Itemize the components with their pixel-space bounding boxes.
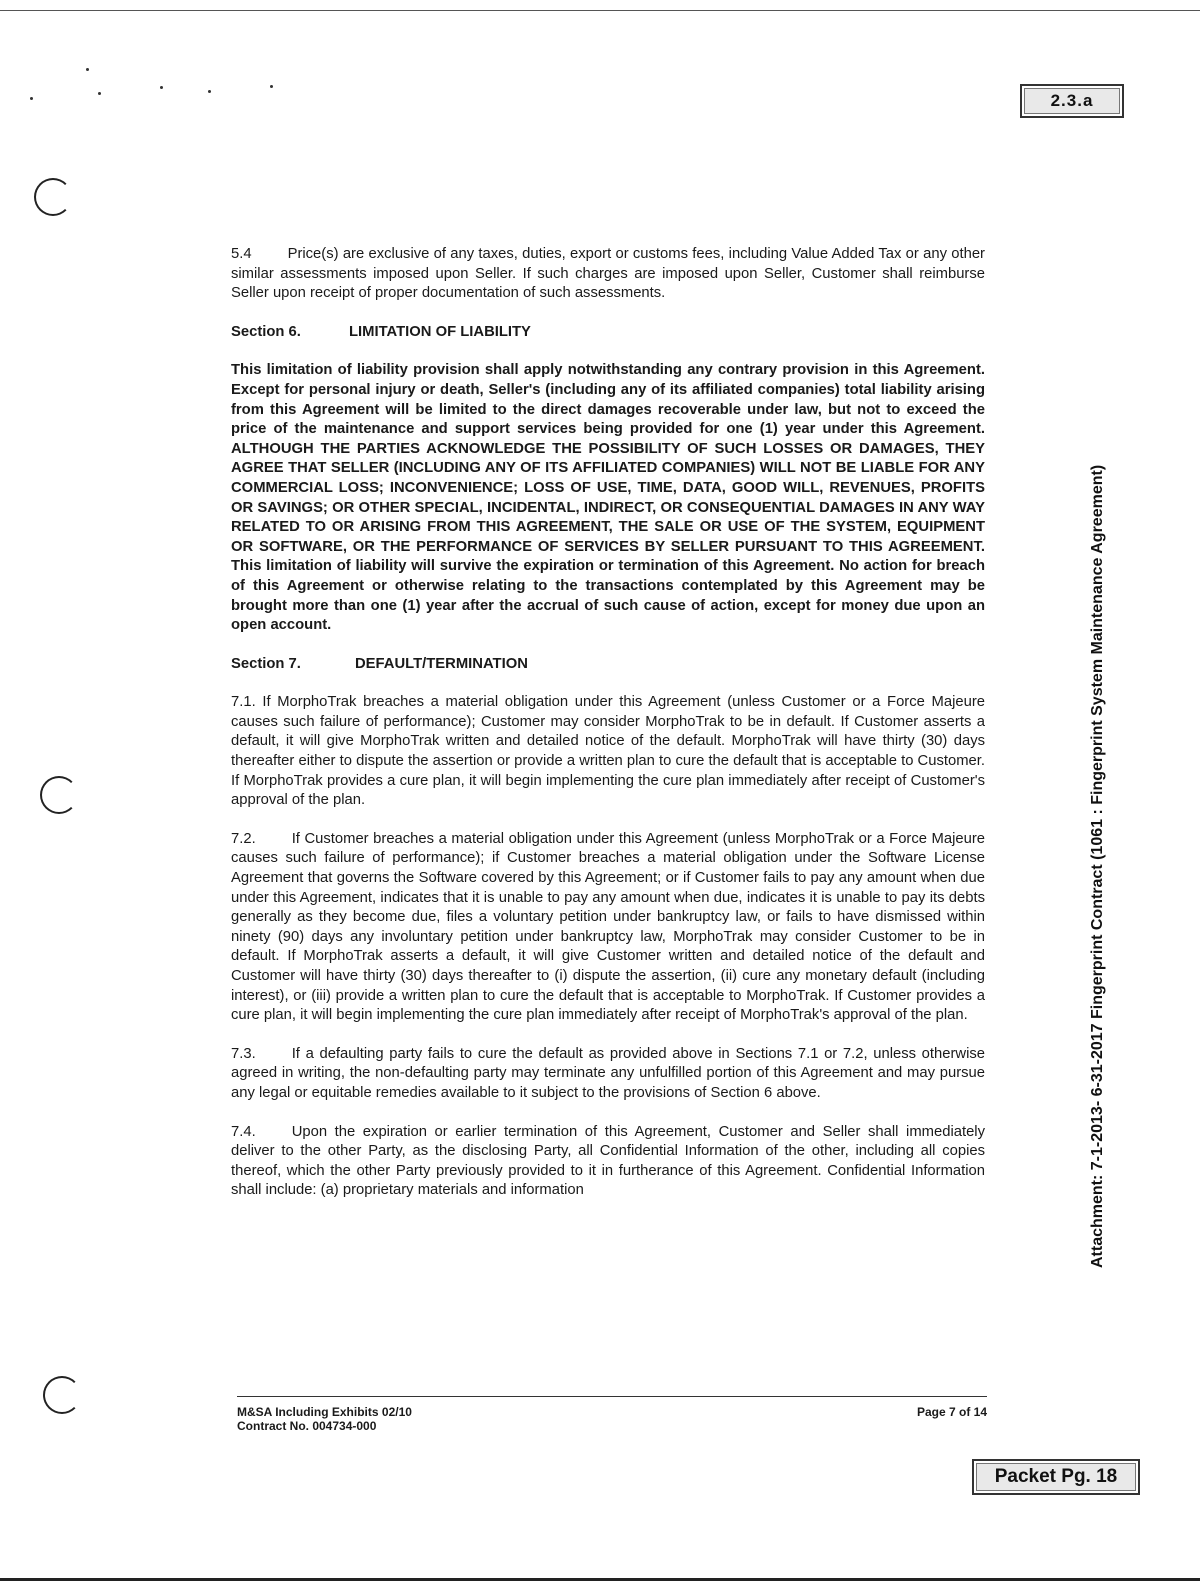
top-rule <box>0 10 1200 11</box>
paragraph-number: 5.4 <box>231 246 252 262</box>
footer-doc-name: M&SA Including Exhibits 02/10 <box>237 1405 412 1419</box>
paragraph-7-1 <box>231 693 985 811</box>
scan-speck <box>160 86 163 89</box>
document-body <box>231 245 985 1201</box>
section-6-heading <box>231 323 985 343</box>
paragraph-number: 7.2. <box>231 830 256 847</box>
footer-page-number: Page 7 of 14 <box>916 1405 987 1419</box>
attachment-side-label: Attachment: 7-1-2013- 6-31-2017 Fingerprint Contract (1061 : Fingerprint System Maintenance Agreement) <box>1089 464 1106 1268</box>
scan-speck <box>86 68 89 71</box>
punch-hole-icon <box>43 1376 81 1414</box>
item-stamp: 2.3.a <box>1020 84 1124 118</box>
paragraph-text: If Customer breaches a material obligation under this Agreement (unless MorphoTrak or a Force Majeure causes such failure of performance); if Customer breaches a material obligation under the Software License Agreement that governs the Software covered by this Agreement; or if Customer fails to pay any amount when due under this Agreement, indicates that it is unable to pay any amount when due, indicates it is unable to pay its debts generally as they become due, files a voluntary petition under bankruptcy law, or fails to have dismissed within ninety (90) days any involuntary petition under bankruptcy law, MorphoTrak may consider Customer to be in default. If MorphoTrak asserts a default, it will give Customer written and detailed notice of the default and Customer will have thirty (30) days thereafter to (i) dispute the assertion, (ii) cure any monetary default (including interest), or (iii) provide a written plan to cure the default that is acceptable to MorphoTrak. If Customer provides a cure plan, it will begin implementing the cure plan immediately after receipt of MorphoTrak's approval of the plan. <box>231 830 985 1024</box>
paragraph-text: If a defaulting party fails to cure the default as provided above in Sections 7.1 or 7.2, unless otherwise agreed in writing, the non-defaulting party may terminate any unfulfilled portion of this Agreement and may pursue any legal or equitable remedies available to it subject to the provisions of Section 6 above. <box>231 1045 985 1101</box>
packet-page-stamp: Packet Pg. 18 <box>972 1459 1140 1495</box>
paragraph-text: Upon the expiration or earlier termination of this Agreement, Customer and Seller shall immediately deliver to the other Party, as the disclosing Party, all Confidential Information of the other, including all copies thereof, which the other Party previously provided to it in furtherance of this Agreement. Confidential Information shall include: (a) proprietary materials and information <box>231 1123 985 1199</box>
punch-hole-icon <box>40 776 78 814</box>
section-title: LIMITATION OF LIABILITY <box>349 323 531 340</box>
paragraph-text: Price(s) are exclusive of any taxes, duties, export or customs fees, including Value Added Tax or any other similar assessments imposed upon Seller. If such charges are imposed upon Seller, Customer shall reimburse Seller upon receipt of proper documentation of such assessments. <box>231 246 985 302</box>
section-title: DEFAULT/TERMINATION <box>355 655 528 672</box>
section-7-heading <box>231 655 985 675</box>
page-footer <box>237 1396 987 1433</box>
section-number: Section 6. <box>231 323 301 340</box>
paragraph-5-4 <box>231 245 985 304</box>
section-6-text: This limitation of liability provision shall apply notwithstanding any contrary provision in this Agreement. Except for personal injury or death, Seller's (including any of its affiliated companies) total liability arising from this Agreement will be limited to the direct damages recoverable under law, but not to exceed the price of the maintenance and support services being provided for one (1) year under this Agreement. ALTHOUGH THE PARTIES ACKNOWLEDGE THE POSSIBILITY OF SUCH LOSSES OR DAMAGES, THEY AGREE THAT SELLER (INCLUDING ANY OF ITS AFFILIATED COMPANIES) WILL NOT BE LIABLE FOR ANY COMMERCIAL LOSS; INCONVENIENCE; LOSS OF USE, TIME, DATA, GOOD WILL, REVENUES, PROFITS OR SAVINGS; OR OTHER SPECIAL, INCIDENTAL, INDIRECT, OR CONSEQUENTIAL DAMAGES IN ANY WAY RELATED TO OR ARISING FROM THIS AGREEMENT, THE SALE OR USE OF THE SYSTEM, EQUIPMENT OR SOFTWARE, OR THE PERFORMANCE OF SERVICES BY SELLER PURSUANT TO THIS AGREEMENT. This limitation of liability will survive the expiration or termination of this Agreement. No action for breach of this Agreement or otherwise relating to the transactions contemplated by this Agreement may be brought more than one (1) year after the accrual of such cause of action, except for money due upon an open account. <box>231 362 985 634</box>
scan-speck <box>98 92 101 95</box>
section-number: Section 7. <box>231 655 301 672</box>
paragraph-number: 7.1. <box>231 694 256 711</box>
paragraph-7-4 <box>231 1123 985 1201</box>
bottom-rule <box>0 1578 1200 1581</box>
paragraph-7-2 <box>231 830 985 1026</box>
footer-contract-number: Contract No. 004734-000 <box>237 1419 377 1433</box>
scan-speck <box>30 97 33 100</box>
paragraph-number: 7.4. <box>231 1123 256 1140</box>
paragraph-number: 7.3. <box>231 1045 256 1062</box>
scan-speck <box>208 90 211 93</box>
punch-hole-icon <box>34 178 72 216</box>
paragraph-text: If MorphoTrak breaches a material obligation under this Agreement (unless Customer or a Force Majeure causes such failure of performance); Customer may consider MorphoTrak to be in default. If Customer asserts a default, it will give MorphoTrak written and detailed notice of the default. MorphoTrak will have thirty (30) days thereafter either to dispute the assertion or provide a written plan to cure the default that is acceptable to Customer. If MorphoTrak provides a cure plan, it will begin implementing the cure plan immediately after receipt of Customer's approval of the plan. <box>231 694 985 809</box>
scan-speck <box>270 85 273 88</box>
paragraph-7-3 <box>231 1045 985 1104</box>
